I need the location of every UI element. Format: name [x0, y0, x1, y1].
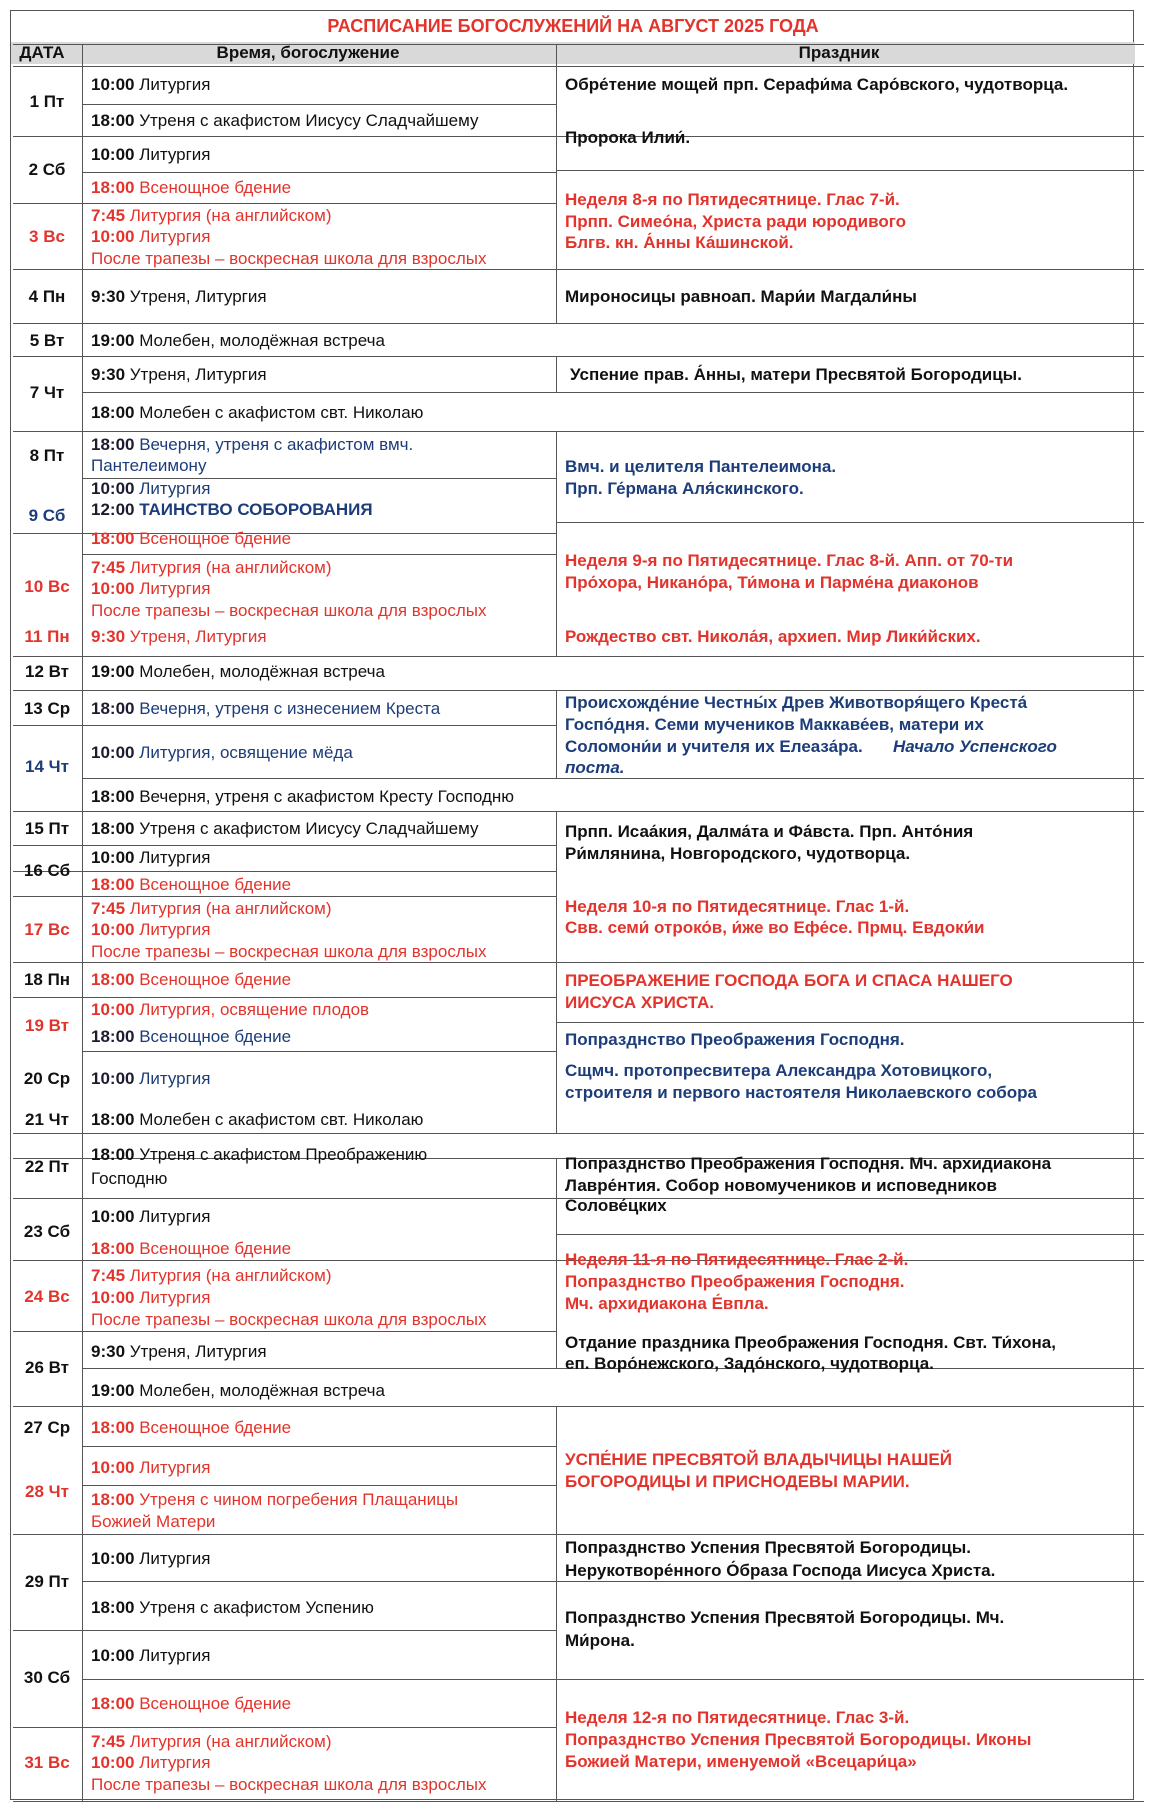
service-text: Литургия — [134, 1288, 211, 1307]
feast-line: Соломони́и и учителя их Елеаза́ра. — [565, 737, 863, 756]
service-line — [91, 1511, 215, 1533]
date-cell: 22 Пт — [24, 1157, 70, 1176]
feast-line: Мироносицы равноап. Мари́и Магдали́ны — [565, 287, 917, 306]
service-text: Литургия (на английском) — [125, 1266, 332, 1285]
service-time: 18:00 — [91, 819, 135, 838]
service-line — [91, 1341, 267, 1363]
service-time: 7:45 — [91, 206, 126, 225]
service-time: 7:45 — [91, 1266, 126, 1285]
feast-line: Блгв. кн. А́нны Ка́шинской. — [565, 233, 794, 252]
feast-line: БОГОРОДИЦЫ И ПРИСНОДЕВЫ МАРИИ. — [565, 1472, 910, 1491]
grid-line — [13, 1727, 556, 1728]
service-text: Всенощное бдение — [134, 1027, 292, 1046]
service-time: 18:00 — [91, 1598, 135, 1617]
grid-line — [13, 203, 556, 204]
date-cell: 5 Вт — [29, 331, 65, 350]
grid-line — [13, 811, 1144, 812]
date-cell: 14 Чт — [25, 757, 69, 776]
service-line — [91, 557, 332, 579]
service-line — [91, 1752, 211, 1774]
feast-line: Свв. семи́ отроко́в, и́же во Ефе́се. Прмц. Евдоки́и — [565, 918, 985, 937]
date-cell: 29 Пт — [24, 1572, 70, 1591]
service-text: Литургия — [134, 1646, 211, 1665]
feast-line: Попразднство Преображения Господня. — [565, 1030, 905, 1049]
date-cell: 30 Сб — [23, 1668, 71, 1687]
service-time: 18:00 — [91, 178, 135, 197]
service-text: Божией Матери — [91, 1512, 216, 1531]
service-text: Пантелеимону — [91, 456, 207, 475]
service-text: После трапезы – воскресная школа для взрослых — [91, 1775, 487, 1794]
service-line — [91, 1597, 374, 1619]
service-text: Литургия — [134, 579, 211, 598]
service-text: ТАИНСТВО СОБОРОВАНИЯ — [134, 500, 373, 519]
service-time: 9:30 — [91, 1342, 126, 1361]
grid-line — [556, 44, 557, 323]
grid-line — [13, 356, 1144, 357]
service-text: Утреня с акафистом Преображению — [139, 1145, 428, 1164]
date-cell: 3 Вс — [29, 227, 65, 246]
feast-line: Неделя 8-я по Пятидесятнице. Глас 7-й. — [565, 190, 900, 209]
feast-line: Неделя 10-я по Пятидесятнице. Глас 1-й. — [565, 897, 910, 916]
service-line — [91, 364, 267, 386]
service-time: 18:00 — [91, 1490, 135, 1509]
service-line — [91, 402, 423, 424]
service-text: Литургия (на английском) — [125, 1732, 332, 1751]
date-cell: 17 Вс — [24, 920, 70, 939]
service-time: 10:00 — [91, 848, 135, 867]
service-line — [91, 1287, 211, 1309]
feast-line: ПРЕОБРАЖЕНИЕ ГОСПОДА БОГА И СПАСА НАШЕГО — [565, 971, 1013, 990]
service-text: Молебен, молодёжная встреча — [134, 662, 385, 681]
service-text: Молебен, молодёжная встреча — [134, 1381, 385, 1400]
feast-line: Лавре́нтия. Собор новомучеников и исповедников — [565, 1176, 997, 1195]
grid-line — [13, 656, 1144, 657]
service-time: 9:30 — [91, 287, 126, 306]
feast-line: Обре́тение мощей прп. Серафи́ма Саро́вского, чудотворца. — [565, 75, 1069, 94]
service-time: 18:00 — [91, 787, 135, 806]
service-text: Утреня с чином погребения Плащаницы — [134, 1490, 459, 1509]
grid-line — [13, 1133, 1144, 1134]
grid-line — [82, 1679, 556, 1680]
grid-line — [82, 1051, 556, 1052]
grid-line — [82, 554, 556, 555]
service-text: Всенощное бдение — [134, 970, 292, 989]
feast-line: Нерукотворе́нного О́браза Господа Иисуса Христа. — [565, 1561, 996, 1580]
service-text: После трапезы – воскресная школа для взрослых — [91, 1310, 487, 1329]
service-text: Всенощное бдение — [134, 875, 292, 894]
grid-line — [556, 690, 557, 778]
grid-line — [556, 1158, 557, 1368]
service-time: 18:00 — [91, 1418, 135, 1437]
date-cell: 4 Пн — [28, 287, 66, 306]
service-line — [91, 455, 206, 477]
service-text: Литургия (на английском) — [125, 558, 332, 577]
service-text: Литургия — [134, 1549, 211, 1568]
service-text: Господню — [91, 1169, 168, 1188]
service-time: 9:30 — [91, 365, 126, 384]
grid-line — [82, 392, 1144, 393]
feast-line: Попразднство Успения Пресвятой Богородицы. — [565, 1538, 971, 1557]
service-time: 10:00 — [91, 579, 135, 598]
grid-line — [13, 323, 1144, 324]
service-line — [91, 1548, 211, 1570]
service-time: 18:00 — [91, 1694, 135, 1713]
feast-line: Про́хора, Никано́ра, Ти́мона и Парме́на диаконов — [565, 573, 979, 592]
feast-line: Сщмч. протопресвитера Александра Хотовицкого, — [565, 1061, 993, 1080]
date-cell: 16 Сб — [23, 861, 71, 880]
service-text: Всенощное бдение — [134, 1239, 292, 1258]
feast-line: Прп. Ге́рмана Аля́скинского. — [565, 479, 804, 498]
service-text: Молебен с акафистом свт. Николаю — [134, 403, 424, 422]
feast-line: Госпо́дня. Семи мучеников Маккаве́ев, матери их — [565, 715, 984, 734]
service-time: 12:00 — [91, 500, 135, 519]
service-time: 10:00 — [91, 145, 135, 164]
date-cell: 19 Вт — [24, 1016, 69, 1035]
grid-line — [13, 44, 1144, 45]
service-text: Литургия — [134, 227, 211, 246]
service-text: Вечерня, утреня с изнесением Креста — [134, 699, 441, 718]
service-line — [91, 1774, 486, 1796]
service-text: Литургия (на английском) — [125, 206, 332, 225]
service-text: После трапезы – воскресная школа для взрослых — [91, 942, 487, 961]
feast-line: Попразднство Успения Пресвятой Богородицы. Мч. — [565, 1608, 1005, 1627]
service-time: 18:00 — [91, 111, 135, 130]
date-cell: 18 Пн — [23, 970, 71, 989]
service-line — [91, 698, 440, 720]
service-line — [91, 205, 332, 227]
feast-line: Начало Успенского — [893, 737, 1057, 756]
service-line — [91, 898, 332, 920]
service-line — [91, 144, 211, 166]
service-time: 10:00 — [91, 1069, 135, 1088]
feast-line: Неделя 11-я по Пятидесятнице. Глас 2-й. — [565, 1250, 909, 1269]
feast-line: Вмч. и целителя Пантелеимона. — [565, 457, 837, 476]
service-time: 18:00 — [91, 1027, 135, 1046]
service-line — [91, 499, 373, 521]
feast-line: Успение прав. А́нны, матери Пресвятой Богородицы. — [570, 365, 1022, 384]
grid-line — [556, 269, 1144, 270]
service-text: Вечерня, утреня с акафистом вмч. — [134, 435, 414, 454]
feast-line: Попразднство Успения Пресвятой Богородицы. Иконы — [565, 1730, 1032, 1749]
service-text: Литургия, освящение мёда — [134, 743, 353, 762]
grid-line — [13, 431, 1144, 432]
header-feast: Праздник — [798, 43, 880, 62]
grid-line — [13, 690, 1144, 691]
grid-line — [556, 1679, 1144, 1680]
feast-line: Рождество свт. Никола́я, архиеп. Мир Лики́йских. — [565, 627, 981, 646]
service-text: После трапезы – воскресная школа для взрослых — [91, 249, 487, 268]
feast-line: Неделя 12-я по Пятидесятнице. Глас 3-й. — [565, 1708, 910, 1727]
service-line — [91, 1144, 427, 1166]
service-text: Всенощное бдение — [134, 529, 292, 548]
grid-line — [556, 356, 557, 392]
feast-line: Попразднство Преображения Господня. — [565, 1272, 905, 1291]
service-line — [91, 1457, 211, 1479]
grid-line — [556, 1022, 1144, 1023]
service-time: 18:00 — [91, 529, 135, 548]
date-cell: 13 Ср — [23, 699, 71, 718]
service-text: Утреня, Литургия — [125, 1342, 267, 1361]
date-cell: 12 Вт — [24, 662, 69, 681]
service-line — [91, 434, 413, 456]
service-line — [91, 661, 385, 683]
grid-line — [556, 170, 1144, 171]
feast-line: еп. Воро́нежского, Задо́нского, чудотворца. — [565, 1354, 934, 1373]
date-cell: 11 Пн — [24, 627, 70, 646]
service-line — [91, 969, 291, 991]
date-cell: 23 Сб — [23, 1222, 71, 1241]
service-time: 10:00 — [91, 1753, 135, 1772]
service-time: 9:30 — [91, 627, 126, 646]
service-line — [91, 177, 291, 199]
service-line — [91, 1265, 332, 1287]
date-cell: 8 Пт — [29, 446, 65, 465]
service-text: Утреня с акафистом Иисусу Сладчайшему — [134, 819, 479, 838]
service-text: Литургия — [134, 848, 211, 867]
service-line — [91, 286, 267, 308]
service-line — [91, 600, 486, 622]
feast-line: Солове́цких — [565, 1196, 667, 1215]
service-line — [91, 1489, 458, 1511]
feast-line: УСПЕ́НИЕ ПРЕСВЯТОЙ ВЛАДЫЧИЦЫ НАШЕЙ — [565, 1450, 952, 1469]
service-time: 10:00 — [91, 920, 135, 939]
service-line — [91, 742, 353, 764]
service-text: Литургия — [134, 479, 211, 498]
service-time: 10:00 — [91, 1288, 135, 1307]
date-cell: 1 Пт — [29, 92, 65, 111]
service-line — [91, 1693, 291, 1715]
grid-line — [556, 811, 557, 1133]
feast-line: Пророка Илии́. — [565, 128, 691, 147]
grid-line — [82, 1446, 556, 1447]
service-text: После трапезы – воскресная школа для взрослых — [91, 601, 487, 620]
service-time: 18:00 — [91, 970, 135, 989]
date-cell: 31 Вс — [24, 1753, 70, 1772]
service-text: Литургия — [134, 1458, 211, 1477]
grid-line — [82, 1581, 556, 1582]
date-cell: 26 Вт — [24, 1358, 69, 1377]
date-cell: 10 Вс — [24, 577, 70, 596]
service-time: 10:00 — [91, 1458, 135, 1477]
service-time: 19:00 — [91, 331, 135, 350]
service-text: Вечерня, утреня с акафистом Кресту Господню — [134, 787, 515, 806]
grid-line — [13, 1630, 556, 1631]
feast-line: Отдание праздника Преображения Господня. Свт. Ти́хона, — [565, 1333, 1056, 1352]
service-line — [91, 1731, 332, 1753]
service-line — [91, 1380, 385, 1402]
service-time: 18:00 — [91, 699, 135, 718]
service-line — [91, 1309, 486, 1331]
service-time: 18:00 — [91, 875, 135, 894]
grid-line — [13, 1198, 556, 1199]
date-cell: 27 Ср — [23, 1418, 71, 1437]
grid-line — [556, 1534, 557, 1801]
service-text: Всенощное бдение — [134, 1694, 292, 1713]
grid-line — [82, 104, 556, 105]
service-time: 19:00 — [91, 1381, 135, 1400]
grid-line — [556, 1406, 557, 1534]
feast-line: Попразднство Преображения Господня. Мч. архидиакона — [565, 1154, 1052, 1173]
service-line — [91, 226, 211, 248]
service-text: Литургия — [134, 1207, 211, 1226]
feast-line: Прпп. Исаа́кия, Далма́та и Фа́вста. Прп. Анто́ния — [565, 822, 974, 841]
service-text: Молебен с акафистом свт. Николаю — [134, 1110, 424, 1129]
service-line — [91, 110, 479, 132]
schedule-table — [10, 10, 1134, 1800]
grid-line — [13, 896, 556, 897]
service-text: Литургия — [134, 145, 211, 164]
service-line — [91, 478, 211, 500]
service-line — [91, 1417, 291, 1439]
service-line — [91, 528, 291, 550]
service-line — [91, 786, 514, 808]
service-time: 18:00 — [91, 435, 135, 454]
service-text: Литургия, освящение плодов — [134, 1000, 370, 1019]
service-line — [91, 874, 291, 896]
service-text: Утреня, Литургия — [125, 287, 267, 306]
feast-line: Мч. архидиакона Е́впла. — [565, 1294, 769, 1313]
feast-line: строителя и первого настоятеля Николаевского собора — [565, 1083, 1038, 1102]
service-line — [91, 1026, 291, 1048]
grid-line — [13, 845, 556, 846]
service-text: Всенощное бдение — [134, 1418, 292, 1437]
service-line — [91, 74, 211, 96]
grid-line — [13, 725, 556, 726]
date-cell: 7 Чт — [29, 383, 65, 402]
grid-line — [13, 997, 556, 998]
grid-line — [13, 1331, 556, 1332]
feast-line: Ми́рона. — [565, 1631, 635, 1650]
service-time: 10:00 — [91, 1207, 135, 1226]
date-cell: 28 Чт — [25, 1482, 69, 1501]
service-time: 7:45 — [91, 899, 126, 918]
grid-line — [13, 1534, 1144, 1535]
grid-line — [13, 1260, 556, 1261]
service-line — [91, 941, 486, 963]
service-time: 10:00 — [91, 75, 135, 94]
service-line — [91, 999, 369, 1021]
date-cell: 21 Чт — [25, 1110, 69, 1129]
service-line — [91, 1068, 211, 1090]
grid-line — [82, 1485, 556, 1486]
feast-line: Происхожде́ние Честны́х Древ Животворя́щего Креста́ — [565, 693, 1028, 712]
grid-line — [13, 66, 1144, 67]
date-cell: 9 Сб — [28, 506, 66, 525]
service-text: Всенощное бдение — [134, 178, 292, 197]
grid-line — [556, 431, 557, 656]
header-service: Время, богослужение — [216, 43, 400, 62]
feast-line: Прпп. Симео́на, Христа ради юродивого — [565, 212, 906, 231]
service-time: 10:00 — [91, 1000, 135, 1019]
service-time: 7:45 — [91, 558, 126, 577]
grid-line — [556, 522, 1144, 523]
grid-line — [82, 172, 556, 173]
service-text: Утреня, Литургия — [125, 365, 267, 384]
service-line — [91, 1238, 291, 1260]
grid-line — [13, 1801, 1144, 1802]
service-text: Литургия (на английском) — [125, 899, 332, 918]
service-time: 10:00 — [91, 227, 135, 246]
service-time: 18:00 — [91, 403, 135, 422]
service-line — [91, 330, 385, 352]
date-cell: 20 Ср — [23, 1069, 71, 1088]
service-line — [91, 578, 211, 600]
grid-line — [556, 1234, 1144, 1235]
feast-line: Божией Матери, именуемой «Всецари́ца» — [565, 1752, 917, 1771]
service-time: 10:00 — [91, 743, 135, 762]
service-time: 18:00 — [91, 1110, 135, 1129]
date-cell: 2 Сб — [28, 160, 66, 179]
table-header — [11, 42, 1135, 64]
service-line — [91, 847, 211, 869]
service-time: 10:00 — [91, 1549, 135, 1568]
service-text: Литургия — [134, 1753, 211, 1772]
service-line — [91, 818, 479, 840]
service-text: Утреня, Литургия — [125, 627, 267, 646]
service-line — [91, 1645, 211, 1667]
service-time: 19:00 — [91, 662, 135, 681]
service-time: 7:45 — [91, 1732, 126, 1751]
service-time: 18:00 — [91, 1145, 140, 1164]
service-time: 10:00 — [91, 1646, 135, 1665]
service-line — [91, 1168, 167, 1190]
service-line — [91, 1109, 423, 1131]
service-time: 10:00 — [91, 479, 135, 498]
date-cell: 15 Пт — [24, 819, 70, 838]
feast-line: поста. — [565, 758, 625, 777]
feast-line: Неделя 9-я по Пятидесятнице. Глас 8-й. Апп. от 70-ти — [565, 551, 1014, 570]
date-cell: 24 Вс — [24, 1287, 70, 1306]
header-date: ДАТА — [19, 43, 65, 62]
feast-line: Ри́млянина, Новгородского, чудотворца. — [565, 844, 911, 863]
service-line — [91, 626, 267, 648]
service-text: Литургия — [134, 1069, 211, 1088]
service-line — [91, 919, 211, 941]
service-line — [91, 248, 486, 270]
schedule-title: РАСПИСАНИЕ БОГОСЛУЖЕНИЙ НА АВГУСТ 2025 ГОДА — [327, 16, 819, 36]
service-text: Молебен, молодёжная встреча — [134, 331, 385, 350]
service-line — [91, 1206, 211, 1228]
service-time: 18:00 — [91, 1239, 135, 1258]
service-text: Литургия — [134, 920, 211, 939]
service-text: Утреня с акафистом Иисусу Сладчайшему — [134, 111, 479, 130]
grid-line — [13, 871, 556, 872]
feast-line: ИИСУСА ХРИСТА. — [565, 993, 714, 1012]
service-text: Литургия — [134, 75, 211, 94]
service-text: Утреня с акафистом Успению — [134, 1598, 374, 1617]
grid-line — [13, 1406, 1144, 1407]
